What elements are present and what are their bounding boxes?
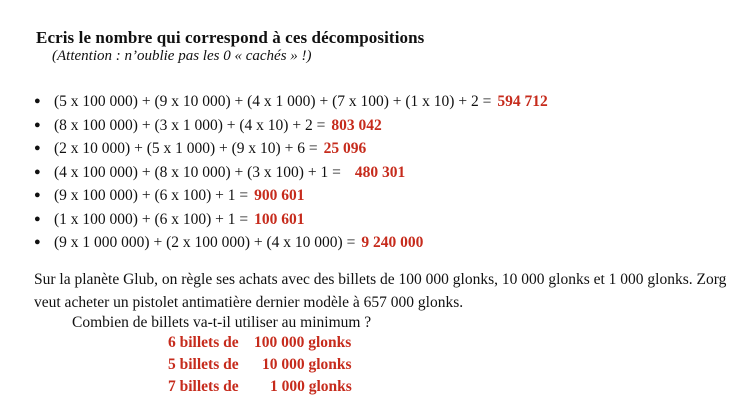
bullet-icon: ● [34,165,41,178]
list-item [34,161,548,185]
decomposition-list [34,90,548,255]
exercise-title: Ecris le nombre qui correspond à ces décompositions [36,28,425,47]
bullet-icon: ● [34,189,41,201]
answer-value: 10 000 glonks [262,356,352,373]
bullet-icon: ● [34,212,41,225]
expression-text: (2 x 10 000) + (5 x 1 000) + (9 x 10) + 6 = [54,140,318,157]
answer-text: 480 301 [354,163,406,181]
problem-answers [168,332,352,398]
expression-text: (4 x 100 000) + (8 x 10 000) + (3 x 100) + 1 = [54,163,341,181]
answer-text: 25 096 [323,140,367,157]
exercise-subtitle: (Attention : n’oublie pas les 0 « cachés » !) [52,48,312,64]
list-item [34,137,548,161]
expression-text: (9 x 100 000) + (6 x 100) + 1 = [54,187,249,204]
answer-text: 9 240 000 [361,234,424,251]
expression-text: (9 x 1 000 000) + (2 x 100 000) + (4 x 10 000) = [54,234,356,251]
answer-text: 803 042 [331,116,382,134]
answer-value: 100 000 glonks [254,334,352,351]
answer-row [168,332,352,354]
answer-count: 7 billets de [168,378,239,395]
expression-text: (5 x 100 000) + (9 x 10 000) + (4 x 1 000) + (7 x 100) + (1 x 10) + 2 = [54,93,492,110]
answer-count: 6 billets de [168,334,239,351]
problem-question: Combien de billets va-t-il utiliser au minimum ? [72,314,372,331]
list-item [34,90,548,114]
expression-text: (1 x 100 000) + (6 x 100) + 1 = [54,210,249,228]
problem-text: Sur la planète Glub, on règle ses achats avec des billets de 100 000 glonks, 10 000 glonks et 1 000 glonks. Zorg veut acheter un pistolet antimatière dernier modèle à 657 000 glonks. [34,271,727,311]
bullet-icon: ● [34,236,41,248]
answer-value: 1 000 glonks [270,378,352,395]
answer-text: 900 601 [254,187,305,204]
list-item [34,184,548,208]
answer-row [168,376,352,398]
expression-text: (8 x 100 000) + (3 x 1 000) + (4 x 10) + 2 = [54,116,326,134]
answer-row [168,354,352,376]
bullet-icon: ● [34,95,41,107]
answer-text: 594 712 [497,93,548,110]
answer-text: 100 601 [254,210,305,228]
list-item [34,208,548,232]
list-item [34,114,548,138]
list-item [34,231,548,255]
bullet-icon: ● [34,118,41,131]
answer-count: 5 billets de [168,356,239,373]
bullet-icon: ● [34,142,41,154]
